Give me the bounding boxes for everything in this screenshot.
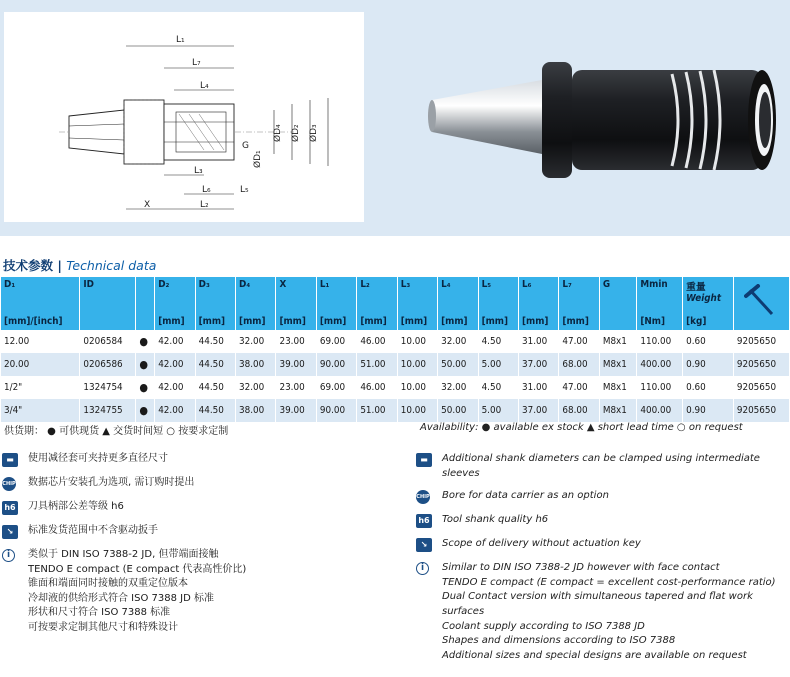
col-id: ID <box>80 277 135 306</box>
table-cell: 39.00 <box>276 353 315 376</box>
note-line: 冷却液的供给形式符合 ISO 7388 JD 标准 <box>28 592 214 604</box>
table-cell: 51.00 <box>357 399 396 422</box>
table-cell: 9205650 <box>736 336 777 347</box>
note-line: surfaces <box>442 605 485 617</box>
dimension-drawing-svg <box>4 12 364 222</box>
note-line: Shapes and dimensions according to ISO 7388 <box>442 635 676 647</box>
note-item <box>416 561 788 663</box>
col-key <box>734 277 789 330</box>
table-cell: 10.00 <box>400 382 426 393</box>
table-cell: M8x1 <box>600 353 637 376</box>
col-l4: L₄ <box>438 277 477 306</box>
table-cell: 68.00 <box>559 353 598 376</box>
table-cell: 37.00 <box>519 399 558 422</box>
dim-l6: L₆ <box>202 185 211 195</box>
unit-d1: [mm]/[inch] <box>1 306 79 330</box>
table-cell: 5.00 <box>479 399 518 422</box>
table-cell: 39.00 <box>276 399 315 422</box>
table-cell: 0.90 <box>683 353 733 376</box>
table-cell: M8x1 <box>602 382 627 393</box>
col-d2: D₂ <box>155 277 194 306</box>
col-availability <box>136 277 154 306</box>
table-row <box>1 330 789 353</box>
table-cell: 20.00 <box>1 353 79 376</box>
note-line: Dual Contact version with simultaneous tapered and flat work <box>442 591 753 603</box>
dim-d1: ØD₁ <box>253 150 263 168</box>
availability-legend-en: Availability: ● available ex stock ▲ short lead time ○ on request <box>420 422 743 433</box>
table-cell: 0.60 <box>686 382 706 393</box>
table-cell: 1/2" <box>4 382 23 393</box>
table-cell: 23.00 <box>279 336 305 347</box>
table-cell: 400.00 <box>637 353 682 376</box>
table-cell: 1324754 <box>83 382 123 393</box>
note-line: 可按要求定制其他尺寸和特殊设计 <box>28 621 178 633</box>
table-cell: 32.00 <box>441 336 467 347</box>
note-item <box>416 489 788 504</box>
table-cell: 10.00 <box>398 399 437 422</box>
table-cell: 90.00 <box>317 353 356 376</box>
heading-zh: 技术参数 | <box>3 258 62 273</box>
heading-en: Technical data <box>66 258 157 273</box>
col-x: X <box>276 277 315 306</box>
unit-availability <box>136 306 154 330</box>
weight-zh: 重量 <box>686 282 706 293</box>
table-cell: 3/4" <box>1 399 79 422</box>
table-cell: 9205650 <box>734 399 789 422</box>
note-line: 形状和尺寸符合 ISO 7388 标准 <box>28 607 171 619</box>
col-d3: D₃ <box>196 277 235 306</box>
col-weight <box>683 277 733 306</box>
info-icon: i <box>416 562 429 575</box>
col-l3: L₃ <box>398 277 437 306</box>
table-cell: ● <box>139 335 149 348</box>
note-line: Similar to DIN ISO 7388-2 JD however with face contact <box>442 562 720 574</box>
table-cell: 110.00 <box>640 382 672 393</box>
note-item <box>416 452 788 481</box>
table-cell: 69.00 <box>319 382 346 393</box>
table-cell: M8x1 <box>600 399 637 422</box>
table-cell: ● <box>136 353 154 376</box>
unit-d3: [mm] <box>196 306 235 330</box>
table-cell: 46.00 <box>360 336 386 347</box>
note-item <box>2 524 402 539</box>
table-cell: 50.00 <box>438 399 477 422</box>
availability-legend-zh: 供货期： ● 可供现货 ▲ 交货时间短 ○ 按要求定制 <box>4 426 229 437</box>
dim-l7: L₇ <box>192 58 201 68</box>
dim-g: G <box>242 141 249 151</box>
weight-en: Weight <box>686 293 722 304</box>
table-cell: 50.00 <box>438 353 477 376</box>
chip-bore-icon: CHIP <box>416 490 430 504</box>
shank-sleeve-icon: ▬ <box>416 453 432 467</box>
table-cell: 10.00 <box>398 353 437 376</box>
unit-l7: [mm] <box>559 306 598 330</box>
table-units-row <box>1 306 789 330</box>
shank-sleeve-icon: ▬ <box>2 453 18 467</box>
dim-d2: ØD₂ <box>291 124 301 142</box>
unit-l3: [mm] <box>398 306 437 330</box>
note-line: Bore for data carrier as an option <box>442 490 609 502</box>
table-cell: ● <box>139 381 149 394</box>
table-cell: 5.00 <box>479 353 518 376</box>
table-cell: 44.50 <box>196 399 235 422</box>
h6-icon: h6 <box>416 514 432 528</box>
unit-weight: [kg] <box>683 306 733 330</box>
col-l2: L₂ <box>357 277 396 306</box>
note-item <box>2 548 402 636</box>
table-cell: 4.50 <box>481 382 502 393</box>
table-cell: 1324755 <box>80 399 135 422</box>
key-icon: ↘ <box>2 525 18 539</box>
col-l6: L₆ <box>519 277 558 306</box>
notes-zh <box>2 452 402 636</box>
actuation-key-icon <box>744 284 778 320</box>
table-cell: 68.00 <box>559 399 598 422</box>
table-cell: 38.00 <box>236 353 275 376</box>
table-cell: 47.00 <box>562 336 588 347</box>
note-line: sleeves <box>442 467 480 479</box>
note-line: 数据芯片安装孔为选项, 需订购时提出 <box>28 477 195 488</box>
col-l1: L₁ <box>317 277 356 306</box>
chip-bore-icon: CHIP <box>2 477 16 491</box>
table-cell: 47.00 <box>562 382 588 393</box>
dim-l2: L₂ <box>200 200 209 210</box>
dim-x: X <box>144 200 151 210</box>
note-line: 类似于 DIN ISO 7388-2 JD, 但带端面接触 <box>28 549 219 560</box>
table-cell: 42.00 <box>158 382 184 393</box>
unit-x: [mm] <box>276 306 315 330</box>
unit-l6: [mm] <box>519 306 558 330</box>
table-cell: 10.00 <box>400 336 426 347</box>
table-cell: 42.00 <box>155 353 194 376</box>
table-cell: 0206584 <box>83 336 123 347</box>
note-line: Tool shank quality h6 <box>442 514 549 526</box>
technical-drawing <box>4 12 364 222</box>
table-cell: 23.00 <box>279 382 305 393</box>
table-body <box>1 330 789 422</box>
table-header-row <box>1 277 789 306</box>
table-cell: 46.00 <box>360 382 386 393</box>
table-cell: 110.00 <box>640 336 672 347</box>
section-heading <box>3 256 156 274</box>
note-item <box>2 476 402 491</box>
product-image-band <box>0 0 790 236</box>
table-cell: 12.00 <box>4 336 30 347</box>
col-mmin: Mmin <box>637 277 682 306</box>
table-cell: ● <box>136 399 154 422</box>
unit-id <box>80 306 135 330</box>
note-line: 锥面和端面同时接触的双重定位版本 <box>28 578 188 590</box>
h6-icon: h6 <box>2 501 18 515</box>
note-item <box>2 500 402 515</box>
table-cell: 31.00 <box>522 382 548 393</box>
table-cell: 69.00 <box>319 336 346 347</box>
table-cell: 9205650 <box>734 353 789 376</box>
dim-l1: L₁ <box>176 35 185 45</box>
table-cell: 90.00 <box>317 399 356 422</box>
unit-l4: [mm] <box>438 306 477 330</box>
col-d4: D₄ <box>236 277 275 306</box>
table-cell: 400.00 <box>637 399 682 422</box>
dim-l3: L₃ <box>194 166 203 176</box>
table-cell: 0.90 <box>683 399 733 422</box>
unit-d4: [mm] <box>236 306 275 330</box>
table-row <box>1 353 789 376</box>
table-row <box>1 376 789 399</box>
notes-en <box>416 452 788 663</box>
table-cell: 31.00 <box>522 336 548 347</box>
table-cell: 32.00 <box>441 382 467 393</box>
unit-mmin: [Nm] <box>637 306 682 330</box>
info-icon: i <box>2 549 15 562</box>
table-cell: M8x1 <box>602 336 627 347</box>
note-line: TENDO E compact (E compact 代表高性价比) <box>28 563 247 575</box>
unit-l2: [mm] <box>357 306 396 330</box>
note-line: Additional sizes and special designs are available on request <box>442 649 747 661</box>
table-cell: 32.00 <box>239 382 265 393</box>
note-line: Scope of delivery without actuation key <box>442 538 641 550</box>
note-line: 刀具柄部公差等级 h6 <box>28 501 124 512</box>
note-line: Coolant supply according to ISO 7388 JD <box>442 620 645 632</box>
col-l7: L₇ <box>559 277 598 306</box>
table-cell: 38.00 <box>236 399 275 422</box>
table-cell: 51.00 <box>357 353 396 376</box>
table-cell: 44.50 <box>196 353 235 376</box>
table-cell: 0206586 <box>80 353 135 376</box>
table-cell: 44.50 <box>198 382 224 393</box>
technical-data-table <box>0 277 790 422</box>
table-cell: 42.00 <box>158 336 184 347</box>
table-cell: 32.00 <box>239 336 265 347</box>
dim-l5: L₅ <box>240 185 249 195</box>
dim-l4: L₄ <box>200 81 209 91</box>
unit-l5: [mm] <box>479 306 518 330</box>
key-icon: ↘ <box>416 538 432 552</box>
table-cell: 4.50 <box>481 336 502 347</box>
note-line: TENDO E compact (E compact = excellent cost-performance ratio) <box>442 576 776 588</box>
table-cell: 37.00 <box>519 353 558 376</box>
col-g: G <box>600 277 637 306</box>
unit-g <box>600 306 637 330</box>
col-l5: L₅ <box>479 277 518 306</box>
unit-d2: [mm] <box>155 306 194 330</box>
note-line: 标准发货范围中不含驱动扳手 <box>28 525 158 536</box>
note-line: 使用减径套可夹持更多直径尺寸 <box>28 453 168 464</box>
note-item <box>416 513 788 528</box>
table-cell: 0.60 <box>686 336 706 347</box>
table-cell: 9205650 <box>736 382 777 393</box>
table-cell: 44.50 <box>198 336 224 347</box>
dim-d4: ØD₄ <box>273 124 283 142</box>
unit-l1: [mm] <box>317 306 356 330</box>
table-row <box>1 399 789 422</box>
product-photo <box>372 4 786 232</box>
col-d1: D₁ <box>1 277 79 306</box>
table-cell: 42.00 <box>155 399 194 422</box>
hydraulic-chuck-illustration <box>372 4 786 232</box>
note-item <box>2 452 402 467</box>
dim-d3: ØD₃ <box>309 124 319 142</box>
note-item <box>416 537 788 552</box>
note-line: Additional shank diameters can be clamped using intermediate <box>442 453 760 464</box>
